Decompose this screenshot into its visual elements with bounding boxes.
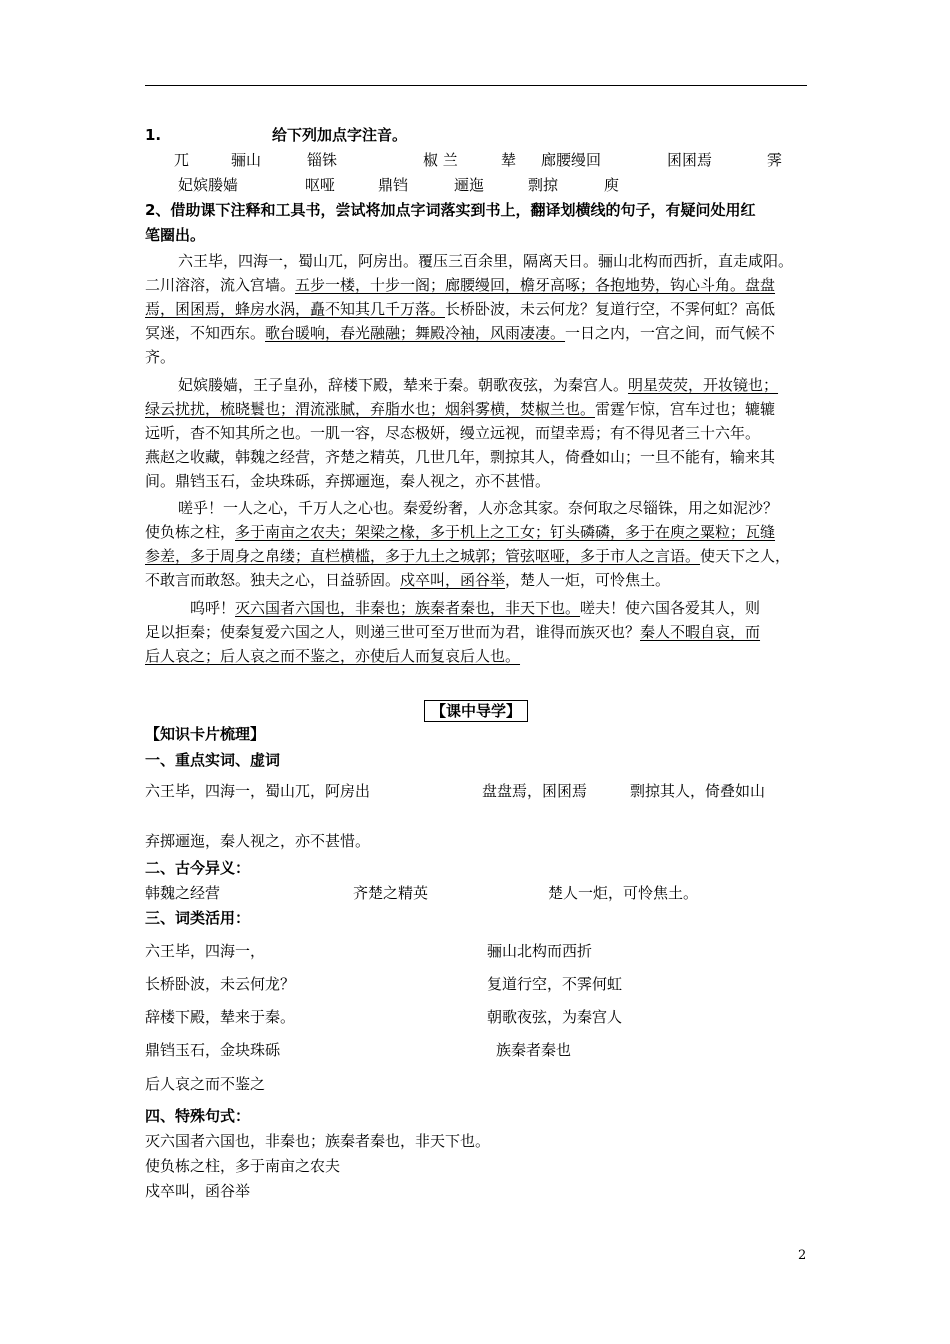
knowledge-card-title: 【知识卡片梳理】	[145, 725, 266, 743]
word-item: 庾	[604, 176, 620, 194]
exercise-item: 辞楼下殿，辇来于秦。	[145, 1008, 296, 1026]
exercise-item: 骊山北构而西折	[487, 942, 593, 960]
passage-line: 二川溶溶，流入宫墙。五步一楼，十步一阁；廊腰缦回，檐牙高啄；各抱地势，钩心斗角。盘盘	[145, 276, 776, 294]
exercise-item: 长桥卧波，未云何龙？	[145, 975, 296, 993]
passage-line: 使负栋之柱，多于南亩之农夫；架梁之椽，多于机上之工女；钉头磷磷，多于在庾之粟粒；瓦缝	[145, 523, 776, 541]
passage-line: 六王毕，四海一，蜀山兀，阿房出。覆压三百余里，隔离天日。骊山北构而西折，直走咸阳。	[178, 252, 794, 270]
exercise-item: 鼎铛玉石，金块珠砾	[145, 1041, 281, 1059]
exercise-item: 复道行空，不霁何虹	[487, 975, 623, 993]
subheading: 二、古今异义：	[145, 859, 251, 877]
word-item: 兀	[174, 151, 190, 169]
passage-line: 后人哀之；后人哀之而不鉴之，亦使后人而复哀后人也。	[145, 647, 521, 665]
page-number: 2	[798, 1248, 807, 1263]
passage-line: 焉，囷囷焉，蜂房水涡，矗不知其几千万落。长桥卧波，未云何龙？复道行空，不霁何虹？高低	[145, 300, 776, 318]
word-item: 辇	[501, 151, 517, 169]
word-item: 鼎铛	[378, 176, 409, 194]
passage-line: 嗟乎！一人之心，千万人之心也。秦爱纷奢，人亦念其家。奈何取之尽锱铢，用之如泥沙？	[178, 499, 779, 517]
word-item: 逦迤	[454, 176, 485, 194]
exercise-item: 朝歌夜弦，为秦宫人	[487, 1008, 623, 1026]
passage-line: 不敢言而敢怒。独夫之心，日益骄固。戍卒叫，函谷举，楚人一炬，可怜焦土。	[145, 571, 671, 589]
exercise-item: 族秦者秦也	[496, 1041, 572, 1059]
passage-line: 间。鼎铛玉石，金块珠砾，弃掷逦迤，秦人视之，亦不甚惜。	[145, 472, 551, 490]
task1-title: 给下列加点字注音。	[272, 126, 408, 144]
word-item: 妃嫔媵嫱	[178, 176, 239, 194]
word-item: 霁	[767, 151, 783, 169]
exercise-item: 六王毕，四海一，	[145, 942, 266, 960]
exercise-item: 齐楚之精英	[353, 884, 429, 902]
passage-line: 呜呼！灭六国者六国也，非秦也；族秦者秦也，非天下也。嗟夫！使六国各爱其人，则	[190, 599, 761, 617]
passage-line: 齐。	[145, 348, 176, 366]
passage-line: 冥迷，不知西东。歌台暖响，春光融融；舞殿冷袖，风雨凄凄。一日之内，一宫之间，而气候不	[145, 324, 776, 342]
header-rule	[145, 85, 807, 86]
word-item: 廊腰缦回	[541, 151, 602, 169]
passage-line: 足以拒秦；使秦复爱六国之人，则递三世可至万世而为君，谁得而族灭也？秦人不暇自哀，而	[145, 623, 761, 641]
word-item: 锱铢	[307, 151, 338, 169]
exercise-item: 弃掷逦迤，秦人视之，亦不甚惜。	[145, 832, 371, 850]
word-item: 椒 兰	[423, 151, 458, 169]
task1-number: 1.	[145, 126, 162, 144]
section-heading: 【课中导学】	[424, 700, 528, 722]
task2-title-line1: 2、借助课下注释和工具书，尝试将加点字词落实到书上，翻译划横线的句子，有疑问处用红	[145, 201, 756, 219]
word-item: 呕哑	[305, 176, 336, 194]
exercise-item: 楚人一炬，可怜焦土。	[548, 884, 699, 902]
passage-line: 绿云扰扰，梳晓鬟也；渭流涨腻，弃脂水也；烟斜雾横，焚椒兰也。雷霆乍惊，宫车过也；辘辘	[145, 400, 776, 418]
passage-line: 参差，多于周身之帛缕；直栏横槛，多于九土之城郭；管弦呕哑，多于市人之言语。使天下之人，	[145, 547, 791, 565]
exercise-item: 后人哀之而不鉴之	[145, 1075, 266, 1093]
word-item: 骊山	[231, 151, 262, 169]
subheading: 四、特殊句式：	[145, 1107, 251, 1125]
word-item: 剽掠	[528, 176, 559, 194]
exercise-item: 韩魏之经营	[145, 884, 221, 902]
passage-line: 远听，杳不知其所之也。一肌一容，尽态极妍，缦立远视，而望幸焉；有不得见者三十六年。	[145, 424, 761, 442]
word-item: 囷囷焉	[667, 151, 713, 169]
task2-title-line2: 笔圈出。	[145, 226, 206, 244]
passage-line: 燕赵之收藏，韩魏之经营，齐楚之精英，几世几年，剽掠其人，倚叠如山；一旦不能有，输来其	[145, 448, 776, 466]
exercise-item: 使负栋之柱，多于南亩之农夫	[145, 1157, 341, 1175]
passage-line: 妃嫔媵嫱，王子皇孙，辞楼下殿，辇来于秦。朝歌夜弦，为秦宫人。明星荧荧，开妆镜也；	[178, 376, 779, 394]
exercise-item: 灭六国者六国也，非秦也；族秦者秦也，非天下也。	[145, 1132, 491, 1150]
exercise-item: 盘盘焉，囷囷焉	[482, 782, 588, 800]
exercise-item: 剽掠其人，倚叠如山	[630, 782, 766, 800]
subheading: 一、重点实词、虚词	[145, 751, 281, 769]
exercise-item: 戍卒叫，函谷举	[145, 1182, 251, 1200]
subheading: 三、词类活用：	[145, 909, 251, 927]
exercise-item: 六王毕，四海一，蜀山兀，阿房出	[145, 782, 371, 800]
